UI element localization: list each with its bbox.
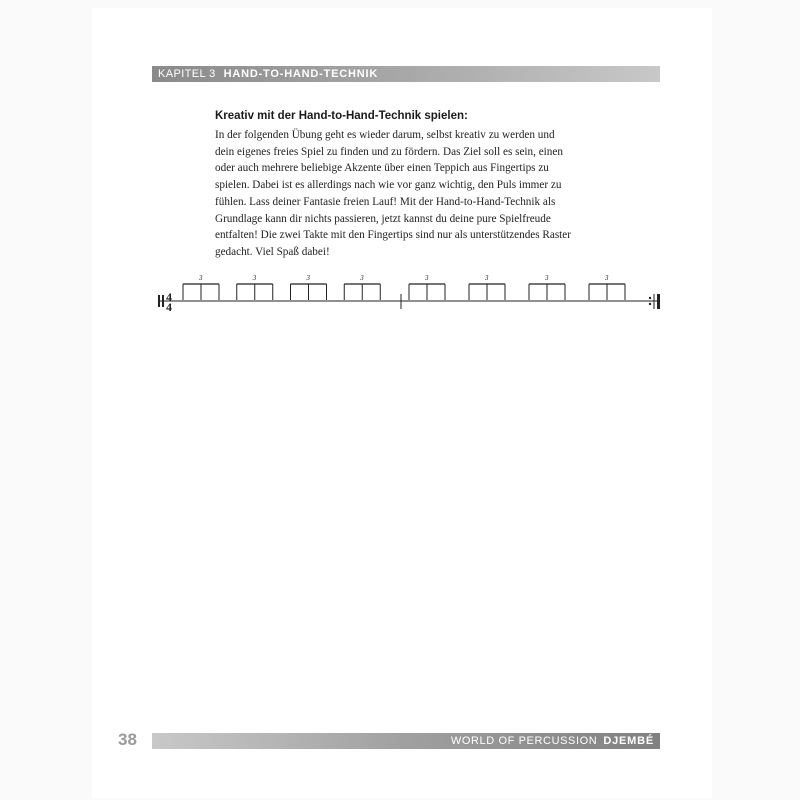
section-heading: Kreativ mit der Hand-to-Hand-Technik spielen: [215, 110, 468, 122]
tuplet-label: 3 [605, 274, 609, 282]
tuplet-label: 3 [425, 274, 429, 282]
time-signature-top: 4 [166, 290, 172, 304]
brand-title: DJEMBÉ [603, 735, 654, 747]
tuplet-label: 3 [545, 274, 549, 282]
tuplet-label: 3 [485, 274, 489, 282]
body-line: gedacht. Viel Spaß dabei! [215, 245, 330, 258]
body-line: spielen. Dabei ist es allerdings nach wie vor ganz wichtig, den Puls immer zu [215, 179, 562, 192]
time-signature-bottom: 4 [166, 300, 172, 314]
chapter-title: HAND-TO-HAND-TECHNIK [223, 68, 379, 80]
triplet-group [469, 274, 505, 300]
tuplet-label: 3 [360, 274, 364, 282]
body-line: dein eigenes freies Spiel zu finden und zu fördern. Das Ziel soll es sein, einen [215, 145, 563, 158]
chapter-header [152, 66, 660, 82]
body-paragraph [215, 127, 605, 261]
percussion-clef [162, 295, 164, 307]
chapter-label: KAPITEL 3 [158, 68, 216, 80]
footer-bar [152, 733, 660, 749]
triplet-group [529, 274, 565, 300]
page-number: 38 [118, 730, 137, 749]
final-barline-thick [657, 294, 660, 309]
repeat-dot [649, 303, 651, 305]
series-title: WORLD OF PERCUSSION [450, 735, 598, 747]
triplet-group [237, 274, 273, 300]
tuplet-label: 3 [199, 274, 203, 282]
triplet-group [589, 274, 625, 300]
triplet-group [344, 274, 380, 300]
triplet-group [409, 274, 445, 300]
repeat-dot [649, 297, 651, 299]
tuplet-label: 3 [306, 274, 310, 282]
body-line: In der folgenden Übung geht es wieder darum, selbst kreativ zu werden und [215, 129, 555, 141]
body-line: entfalten! Die zwei Takte mit den Fingertips sind nur als unterstützendes Raster [215, 229, 571, 242]
percussion-clef [158, 295, 160, 307]
rhythm-notation [150, 268, 670, 318]
triplet-group [183, 274, 219, 300]
body-line: fühlen. Lass deiner Fantasie freien Lauf! Mit der Hand-to-Hand-Technik als [215, 195, 556, 208]
triplet-group-container [183, 274, 625, 300]
body-line: Grundlage kann dir nichts passieren, jetzt kannst du deine pure Spielfreude [215, 212, 551, 225]
tuplet-label: 3 [252, 274, 257, 282]
triplet-group [291, 274, 327, 300]
body-line: oder auch mehrere beliebige Akzente über einen Teppich aus Fingertips zu [215, 162, 549, 175]
